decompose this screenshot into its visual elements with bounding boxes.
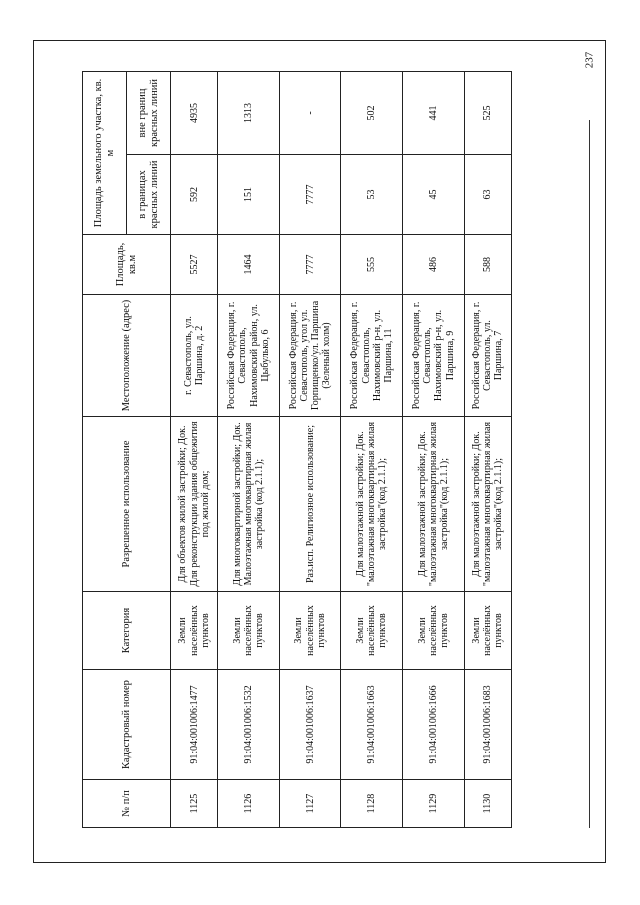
row-use: Для малоэтажной застройки; Док. "малоэтажная многоквартирная жилая застройка"(код 2.1.1);	[464, 417, 511, 592]
header-num: № п/п	[83, 780, 171, 828]
row-use: Для объектов жилой застройки; Док. Для реконструкции здания общежития под жилой дом;	[171, 417, 218, 592]
row-outside: 4935	[171, 71, 218, 154]
row-location: Российская Федерация, г. Севастополь, Нахимовский район, ул. Цыбулько, 6	[218, 295, 280, 417]
table-row	[279, 71, 341, 827]
row-cadastral: 91:04:001006:1683	[464, 670, 511, 780]
row-area: 7777	[279, 235, 341, 295]
table-row	[341, 71, 403, 827]
row-category: Земли населённых пунктов	[341, 592, 403, 670]
row-area: 588	[464, 235, 511, 295]
row-outside: 502	[341, 71, 403, 154]
row-location: Российская Федерация, г. Севастополь, угол ул. Горпищенко/ул. Паршина (Зеленый холм)	[279, 295, 341, 417]
row-cadastral: 91:04:001006:1663	[341, 670, 403, 780]
header-permitted-use: Разрешенное использование	[83, 417, 171, 592]
row-category: Земли населённых пунктов	[279, 592, 341, 670]
rotated-table-container	[82, 72, 512, 828]
table-row	[218, 71, 280, 827]
header-location: Местоположение (адрес)	[83, 295, 171, 417]
row-area: 555	[341, 235, 403, 295]
header-category: Категория	[83, 592, 171, 670]
row-use: Для многоквартирной застройки; Док. Малоэтажная многоквартирная жилая застройка (код 2.1.1);	[218, 417, 280, 592]
row-num: 1130	[464, 780, 511, 828]
row-cadastral: 91:04:001006:1477	[171, 670, 218, 780]
row-area: 1464	[218, 235, 280, 295]
row-category: Земли населённых пунктов	[171, 592, 218, 670]
row-num: 1129	[403, 780, 465, 828]
row-inside: 151	[218, 155, 280, 235]
footer-rule	[589, 120, 590, 828]
row-inside: 63	[464, 155, 511, 235]
table-row	[171, 71, 218, 827]
table-row	[464, 71, 511, 827]
row-cadastral: 91:04:001006:1637	[279, 670, 341, 780]
row-use: Для малоэтажной застройки; Док. "малоэтажная многоквартирная жилая застройка"(код 2.1.1);	[403, 417, 465, 592]
header-land-area: Площадь земельного участка, кв. м	[83, 71, 127, 234]
row-area: 5527	[171, 235, 218, 295]
row-num: 1127	[279, 780, 341, 828]
table-row	[403, 71, 465, 827]
header-inside: в границах красных линий	[127, 155, 171, 235]
row-inside: 7777	[279, 155, 341, 235]
row-category: Земли населённых пунктов	[464, 592, 511, 670]
row-outside: 441	[403, 71, 465, 154]
header-outside: вне границ красных линий	[127, 71, 171, 154]
row-use: Для малоэтажной застройки; Док. "малоэтажная многоквартирная жилая застройка"(код 2.1.1);	[341, 417, 403, 592]
row-inside: 53	[341, 155, 403, 235]
row-num: 1128	[341, 780, 403, 828]
header-cadastral: Кадастровый номер	[83, 670, 171, 780]
land-plots-table	[82, 71, 512, 828]
row-outside: 525	[464, 71, 511, 154]
row-category: Земли населённых пунктов	[403, 592, 465, 670]
header-area: Площадь, кв.м	[83, 235, 171, 295]
page-number: 237	[583, 51, 595, 69]
row-outside: -	[279, 71, 341, 154]
row-cadastral: 91:04:001006:1666	[403, 670, 465, 780]
row-location: г. Севастополь, ул. Паршина, д. 2	[171, 295, 218, 417]
row-area: 486	[403, 235, 465, 295]
row-location: Российская Федерация, г. Севастополь, Нахимовский р-н, ул. Паршина, 9	[403, 295, 465, 417]
row-inside: 592	[171, 155, 218, 235]
row-use: Раз.исп. Религиозное использование;	[279, 417, 341, 592]
row-outside: 1313	[218, 71, 280, 154]
row-inside: 45	[403, 155, 465, 235]
row-location: Российская Федерация, г. Севастополь, ул. Паршина, 7	[464, 295, 511, 417]
row-num: 1126	[218, 780, 280, 828]
row-num: 1125	[171, 780, 218, 828]
row-location: Российская Федерация, г. Севастополь, Нахимовский р-н, ул. Паршина, 11	[341, 295, 403, 417]
row-category: Земли населённых пунктов	[218, 592, 280, 670]
row-cadastral: 91:04:001006:1532	[218, 670, 280, 780]
